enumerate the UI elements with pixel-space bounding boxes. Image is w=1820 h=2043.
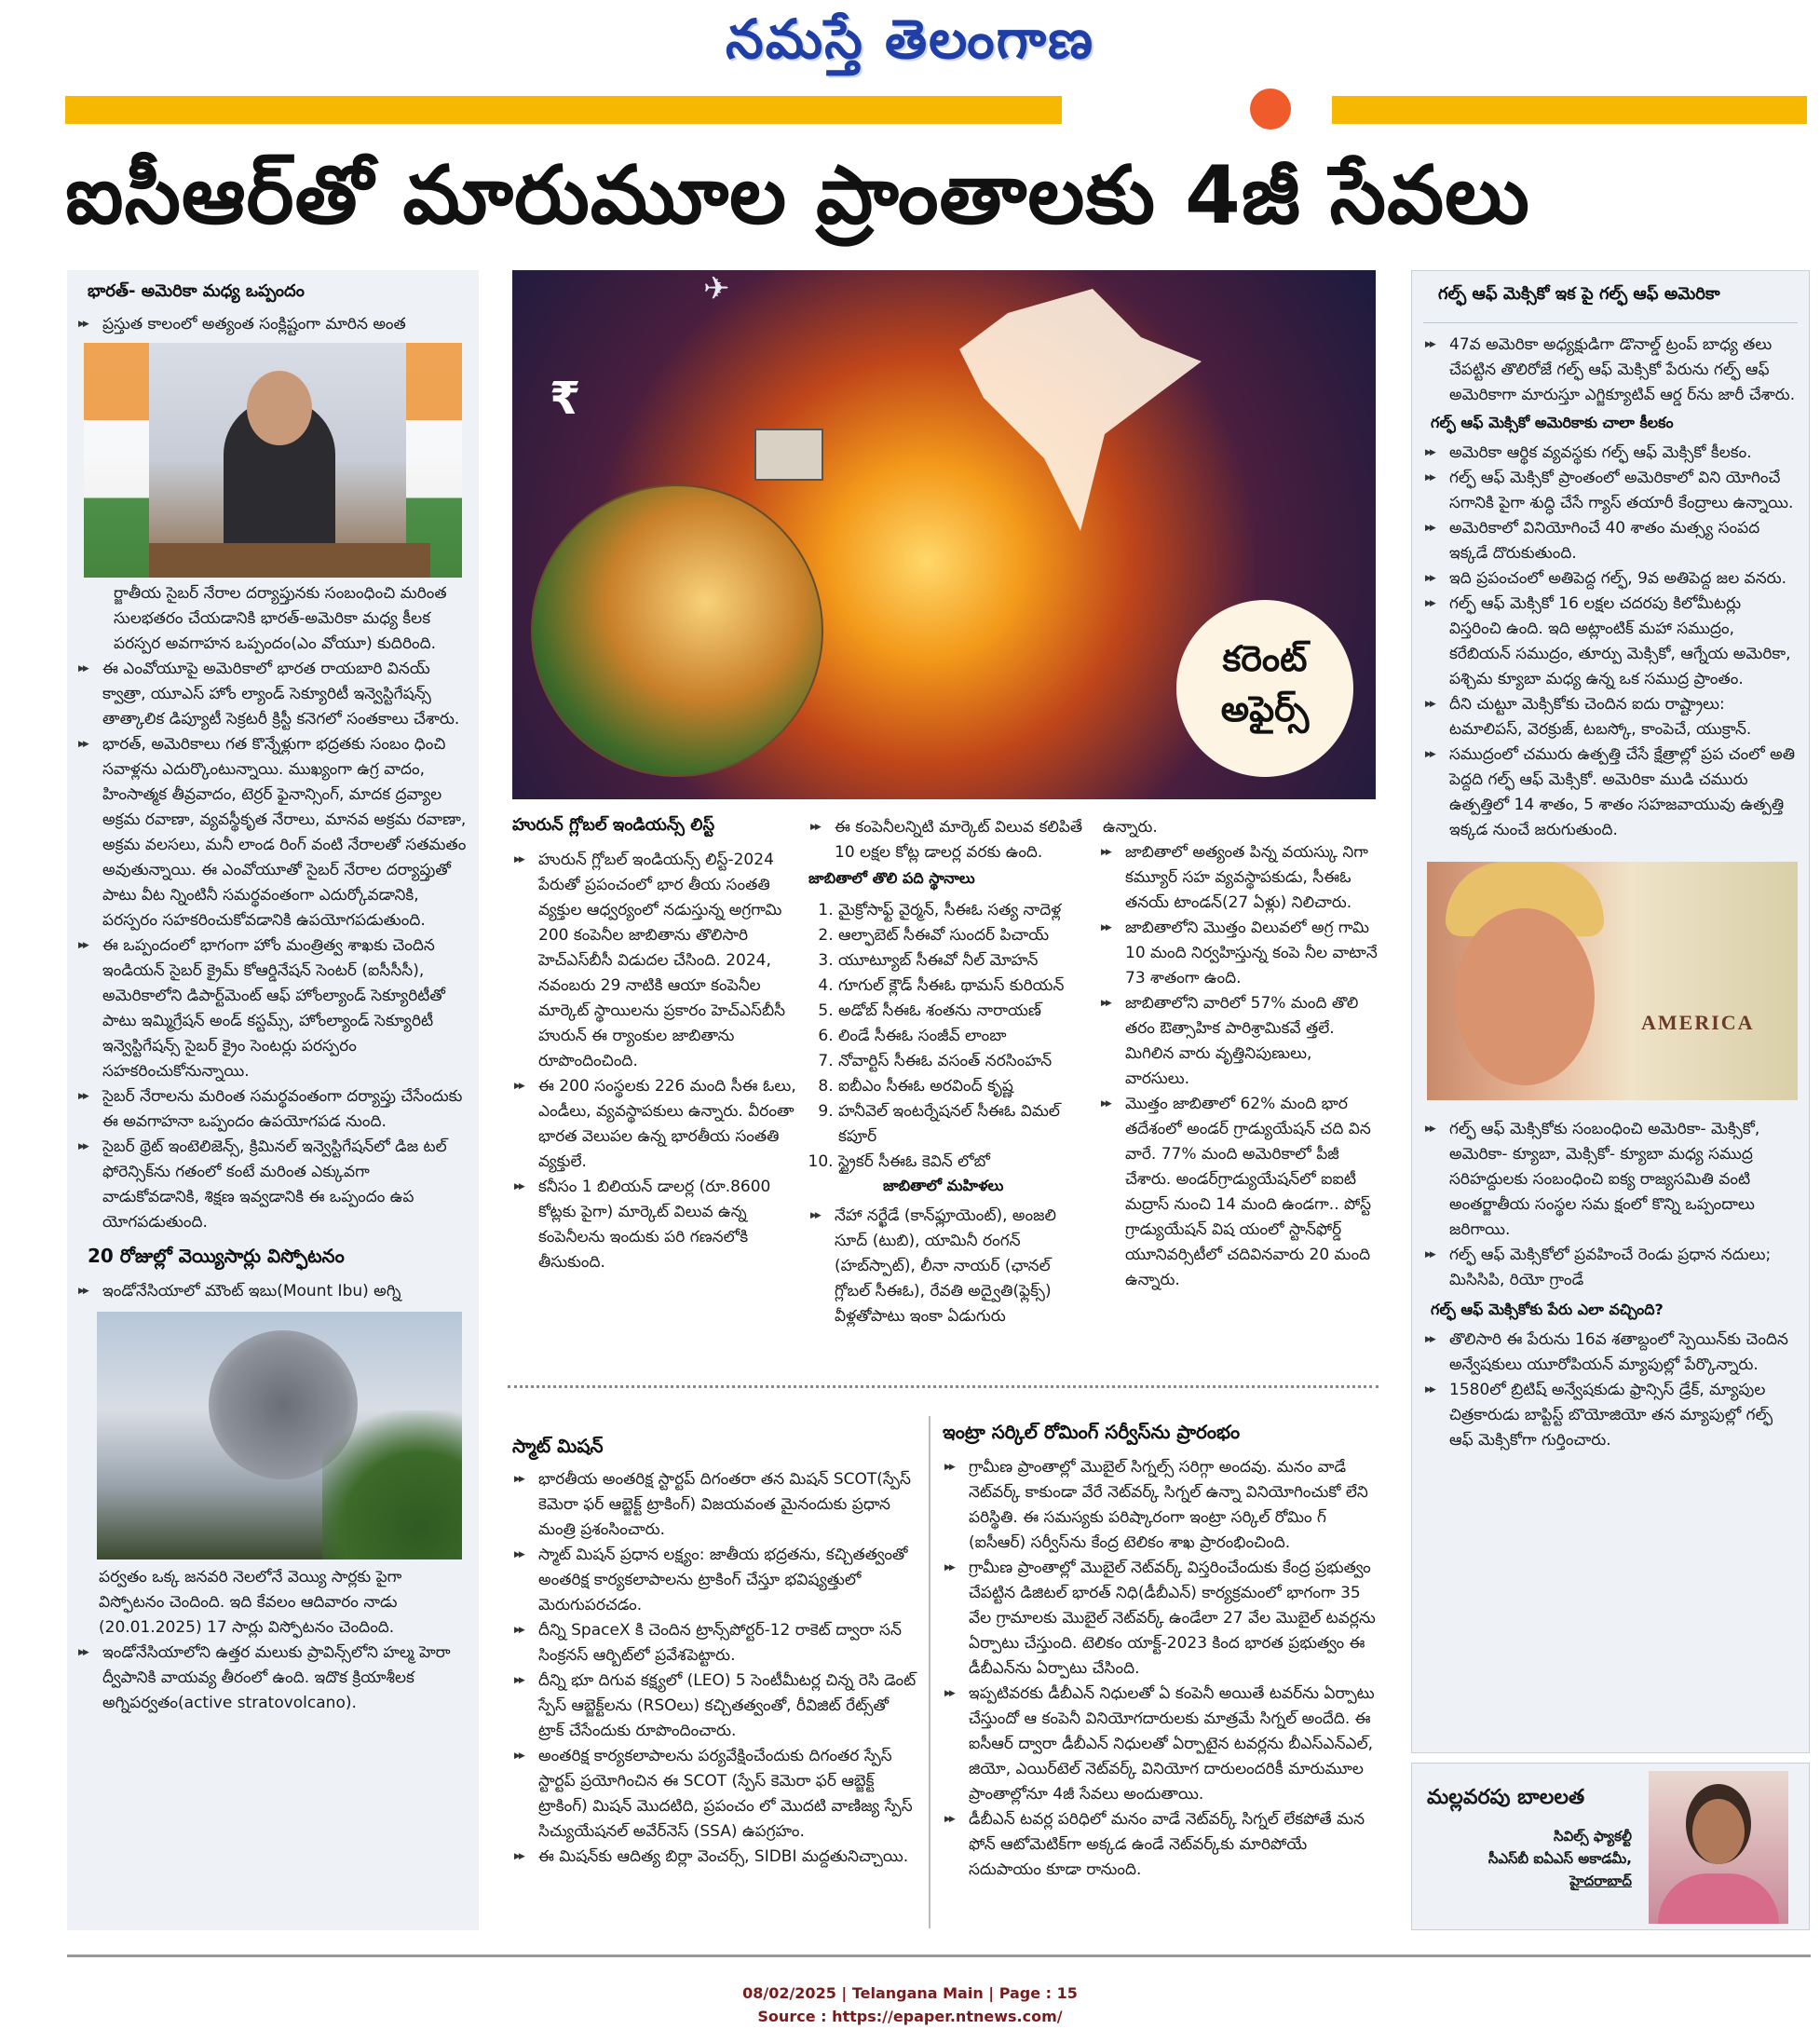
hurun-bullet-2: ▶▶ ఈ 200 సంస్థలకు 226 మంది సీఈ ఓలు, ఎండీలు, వ్యవస్థాపకులు ఉన్నారు. వీరంతా భారత వెలుపల ఉన్న భారతీయ సంతతి వ్యక్తులే. bbox=[512, 1074, 801, 1175]
author-shoulders bbox=[1658, 1873, 1779, 1924]
author-face bbox=[1692, 1799, 1745, 1864]
badge-line1: కరెంట్ bbox=[1222, 638, 1308, 679]
icr-title: ఇంట్రా సర్కిల్ రోమింగ్ సర్వీస్‌ను ప్రారంభం bbox=[943, 1421, 1241, 1443]
left-bullet-5: ▶▶ సైబర్ థ్రెట్ ఇంటెలిజెన్స్, క్రిమినల్ ఇన్వెస్టిగేషన్‌లో డిజ టల్ ఫోరెన్సిక్‌ను గతంలో కంటే మరింత ఎక్కువగా వాడుకోవడానికి, శిక్షణ ఇవ్వడానికి ఈ ఒప్పందం ఉప యోగపడుతుంది. bbox=[76, 1135, 469, 1235]
calculator-icon bbox=[754, 429, 823, 481]
hurun-right-lead: ఉన్నారు. bbox=[1103, 818, 1158, 837]
gulf-bullet-12: ▶▶ 1580లో బ్రిటిష్ అన్వేషకుడు ఫ్రాన్సిస్ డ్రేక్, మ్యాపుల చిత్రకారుడు బాప్టిస్ట్ బొయోజియో తన మ్యాపుల్లో గల్ఫ్ ఆఫ్ మెక్సికోగా గుర్తించారు. bbox=[1423, 1378, 1798, 1453]
author-city: హైదరాబాద్ bbox=[1569, 1873, 1632, 1889]
left-intro: ▶▶ ప్రస్తుత కాలంలో అత్యంత సంక్లిష్టంగా మారిన అంత bbox=[76, 312, 469, 337]
left-column-title: భారత్- అమెరికా మధ్య ఒప్పందం bbox=[88, 281, 305, 301]
left-bullet-1: ▶▶ ఈ ఎంవోయూపై అమెరికాలో భారత రాయబారి వినయ్ క్వాత్రా, యూఎస్ హోం ల్యాండ్ సెక్యూరిటీ ఇన్వెస్టిగేషన్స్ తాత్కాలిక డిప్యూటీ సెక్రటరీ క్రిస్టీ కనెగలో సంతకాలు చేశారు. bbox=[76, 657, 469, 732]
gulf-sub2: గల్ఫ్ ఆఫ్ మెక్సికోకు పేరు ఎలా వచ్చింది? bbox=[1431, 1301, 1664, 1318]
rupee-icon: ₹ bbox=[550, 373, 581, 425]
icr-bullet-2: ▶▶ గ్రామీణ ప్రాంతాల్లో మొబైల్ నెట్‌వర్క్ విస్తరించేందుకు కేంద్ర ప్రభుత్వం చేపట్టిన డిజిటల్ భారత్ నిధి(డీబీఎన్) కార్యక్రమంలో భాగంగా 35 వేల గ్రామాలకు మొబైల్ నెట్‌వర్క్ ఉండేలా 27 వేల మొబైల్ టవర్లను ఏర్పాటు చేస్తుంది. టెలికం యాక్ట్-2023 కింద భారత ప్రభుత్వం ఈ డీబీఎన్‌ను ఏర్పాటు చేసింది. bbox=[943, 1556, 1380, 1682]
smart-bullet-4: ▶▶ దీన్ని భూ దిగువ కక్ష్యలో (LEO) 5 సెంటీమీటర్ల చిన్న రెసి డెంట్ స్పేస్ ఆబ్జెక్ట్‌లను (RSOలు) కచ్చితత్వంతో, రీవిజిట్ రేట్స్‌తో ట్రాక్ చేసేందుకు రూపొందించారు. bbox=[512, 1668, 917, 1744]
hurun-bullet-3: ▶▶ కనీసం 1 బిలియన్ డాలర్ల (రూ.8600 కోట్లకు పైగా) మార్కెట్ విలువ ఉన్న కంపెనీలను ఇందుకు పరి గణనలోకి తీసుకుంది. bbox=[512, 1175, 801, 1275]
badge-line2: అఫైర్స్ bbox=[1220, 688, 1310, 729]
page-headline: ఐసీఆర్‌తో మారుమూల ప్రాంతాలకు 4జీ సేవలు bbox=[65, 149, 1530, 242]
smart-bullet-5: ▶▶ అంతరిక్ష కార్యకలాపాలను పర్యవేక్షించేందుకు దిగంతర స్పేస్ స్టార్టప్ ప్రయోగించిన ఈ SCOT (స్పేస్ కెమెరా ఫర్ ఆబ్జెక్ట్ ట్రాకింగ్) మిషన్ మొదటిది, ప్రపంచం లో మొదటి వాణిజ్య స్పేస్ సిచ్యుయేషనల్ అవేర్‌నెస్ (SSA) ఉపగ్రహం. bbox=[512, 1744, 917, 1845]
top-ten-list bbox=[808, 898, 1088, 1175]
hurun-bullet-1: ▶▶ హురున్ గ్లోబల్ ఇండియన్స్ లిస్ట్-2024 పేరుతో ప్రపంచంలో భార తీయ సంతతి వ్యక్తుల ఆధ్వర్యంలో నడుస్తున్న అగ్రగామి 200 కంపెనీల జాబితాను తొలిసారి హెచ్‌ఎస్‌బీసీ విడుదల చేసింది. 2024, నవంబరు 29 నాటికి ఆయా కంపెనీల మార్కెట్ స్థాయిలను ప్రకారం హెచ్‌ఎస్‌బీసీ హురున్ ఈ ర్యాంకుల జాబితాను రూపొందించింది. bbox=[512, 848, 801, 1074]
smart-mission-title: స్మాట్ మిషన్ bbox=[512, 1435, 604, 1457]
top-ten-item: 5. అడోబ్ సీఈఓ శంతను నారాయణ్ bbox=[838, 999, 1088, 1024]
women-title: జాబితాలో మహిళలు bbox=[883, 1177, 1004, 1194]
gulf-bullet-8: ▶▶ సముద్రంలో చమురు ఉత్పత్తి చేసే క్షేత్రాల్లో ప్రప చంలో అతి పెద్దది గల్ఫ్ ఆఫ్ మెక్సికో. అమెరికా ముడి చమురు ఉత్పత్తిలో 14 శాతం, 5 శాతం సహజవాయువు ఉత్పత్తి ఇక్కడ నుంచే జరుగుతుంది. bbox=[1423, 742, 1798, 843]
face-shape bbox=[1455, 908, 1595, 1085]
top-ten-item: 10. స్ట్రైకర్ సీఈఓ కెవిన్ లోబో bbox=[838, 1150, 1088, 1175]
gulf-bullet-6: ▶▶ గల్ఫ్ ఆఫ్ మెక్సికో 16 లక్షల చదరపు కిలోమీటర్లు విస్తరించి ఉంది. ఇది అట్లాంటిక్ మహా సముద్రం, కరేబియన్ సముద్రం, తూర్పు మెక్సికో, ఆగ్నేయ అమెరికా, పశ్చిమ క్యూబా మధ్య ఉన్న ఒక సముద్ర ప్రాంతం. bbox=[1423, 592, 1798, 692]
gulf-bullet-1: ▶▶ 47వ అమెరికా అధ్యక్షుడిగా డొనాల్డ్ ట్రంప్ బాధ్య తలు చేపట్టిన తొలిరోజే గల్ఫ్ ఆఫ్ మెక్సికో పేరును గల్ఫ్ ఆఫ్ అమెరికాగా మారుస్తూ ఎగ్జిక్యూటివ్ ఆర్డ ర్‌ను జారీ చేశారు. bbox=[1423, 333, 1798, 408]
icr-bullet-3: ▶▶ ఇప్పటివరకు డీబీఎన్ నిధులతో ఏ కంపెనీ అయితే టవర్‌ను ఏర్పాటు చేస్తుందో ఆ కంపెనీ వినియోగదారులకు మాత్రమే సిగ్నల్ అందేది. ఈ ఐసీఆర్ ద్వారా డీబీఎన్ నిధులతో ఏర్పాటైన టవర్లను బీఎస్‌ఎన్‌ఎల్, జియో, ఎయిర్‌టెల్ నెట్‌వర్క్ వినియోగ దారులందరికీ మారుమూల ప్రాంతాల్లోనూ 4జీ సేవలు అందుతాయి. bbox=[943, 1682, 1380, 1807]
flag-left bbox=[84, 343, 149, 578]
speaker-head bbox=[247, 371, 312, 445]
left-para1: ర్జాతీయ సైబర్ నేరాల దర్యాప్తునకు సంబంధించి మరింత సులభతరం చేయడానికి భారత్-అమెరికా మధ్య కీలక పరస్పర అవగాహన ఒప్పందం(ఎం వోయూ) కుదిరింది. bbox=[114, 584, 447, 653]
top-ten-item: 1. మైక్రోసాఫ్ట్ వైర్మన్, సీఈఓ సత్య నాదెళ్ల bbox=[838, 898, 1088, 923]
header-accent-bar bbox=[65, 96, 1807, 124]
gulf-title-rule bbox=[1423, 322, 1798, 323]
author-box bbox=[1411, 1763, 1810, 1930]
women-bullet: ▶▶ నేహా నర్ఖేడే (కాన్‌ఫ్లూయెంట్), అంజలి సూద్ (టుబి), యామినీ రంగన్ (హబ్‌స్పాట్), లీనా నాయర్ (ఛానల్ గ్లోబల్ సీఈఓ), రేవతి అద్వైతి(ఫ్లెక్స్) వీళ్లతోపాటు ఇంకా ఏడుగురు bbox=[808, 1204, 1088, 1329]
author-org: సీఎస్‌బీ ఐఏఎస్ అకాడమీ, bbox=[1487, 1850, 1632, 1867]
gulf-bullet-3: ▶▶ గల్ఫ్ ఆఫ్ మెక్సికో ప్రాంతంలో అమెరికాలో విని యోగించే సగానికి పైగా శుద్ధి చేసే గ్యాస్ తయారీ కేంద్రాలు ఉన్నాయి. bbox=[1423, 466, 1798, 516]
volcano-para: పర్వతం ఒక్క జనవరి నెలలోనే వెయ్యి సార్లకు పైగా విస్ఫోటనం చెందింది. ఇది కేవలం ఆదివారం నాడు (20.01.2025) 17 సార్లు విస్ఫోటనం చెందింది. bbox=[99, 1568, 402, 1637]
top-ten-title: జాబితాలో తొలి పది స్థానాలు bbox=[808, 869, 975, 887]
smart-bullet-6: ▶▶ ఈ మిషన్‌కు ఆదిత్య బిర్లా వెంచర్స్, SIDBI మద్దతునిచ్చాయి. bbox=[512, 1845, 917, 1870]
volcano-title: 20 రోజుల్లో వెయ్యిసార్లు విస్ఫోటనం bbox=[88, 1245, 345, 1267]
column-rule bbox=[929, 1416, 930, 1928]
current-affairs-badge bbox=[1176, 600, 1353, 777]
gulf-bullet-7: ▶▶ దీని చుట్టూ మెక్సికోకు చెందిన ఐదు రాష్ట్రాలు: టమాలిపస్, వెరక్రుజ్, టబస్కో, కాంపెచే, యుక్రాన్. bbox=[1423, 692, 1798, 742]
left-bullet-3: ▶▶ ఈ ఒప్పందంలో భాగంగా హోం మంత్రిత్వ శాఖకు చెందిన ఇండియన్ సైబర్ క్రైమ్ కోఆర్డినేషన్ సెంటర్ (ఐసీసీసీ), అమెరికాలోని డిపార్ట్‌మెంట్ ఆఫ్ హోంల్యాండ్ సెక్యూరిటీతో పాటు ఇమ్మిగ్రేషన్ అండ్ కస్టమ్స్, హోంల్యాండ్ సెక్యూరిటీ ఇన్వెస్టిగేషన్స్ సైబర్ క్రైం సెంటర్లు పరస్పరం సహకరించుకోనున్నాయి. bbox=[76, 933, 469, 1084]
palm-leaves bbox=[322, 1410, 462, 1559]
india-map-icon bbox=[959, 289, 1202, 531]
hurun-right-bullet-2: ▶▶ జాబితాలోని మొత్తం విలువలో అగ్ర గామి 10 మంది నిర్వహిస్తున్న కంపె నీల వాటానే 73 శాతంగా ఉంది. bbox=[1099, 916, 1379, 991]
plane-icon: ✈ bbox=[703, 270, 730, 307]
diplomat-photo bbox=[84, 343, 462, 578]
hurun-right-bullet-1: ▶▶ జాబితాలో అత్యంత పిన్న వయస్కు నిగా కమ్యూర్ సహ వ్యవస్థాపకుడు, సీఈఓ తనయ్ టాండన్(27 ఏళ్లు) నిలిచారు. bbox=[1099, 840, 1379, 916]
gulf-bullet-4: ▶▶ అమెరికాలో వినియోగించే 40 శాతం మత్స్య సంపద ఇక్కడే దొరుకుతుంది. bbox=[1423, 516, 1798, 566]
hurun-right-section bbox=[1099, 815, 1379, 1355]
gulf-bullet-9: ▶▶ గల్ఫ్ ఆఫ్ మెక్సికోకు సంబంధించి అమెరికా- మెక్సికో, అమెరికా- క్యూబా, మెక్సికో- క్యూబా మధ్య సముద్ర సరిహద్దులకు సంబంధించి ఐక్య రాజ్యసమితి వంటి అంతర్జాతీయ సంస్థల సమ క్షంలో కొన్ని ఒప్పందాలు జరిగాయి. bbox=[1423, 1117, 1798, 1243]
page-bottom-rule bbox=[67, 1954, 1811, 1957]
top-ten-item: 7. నోవార్టిస్ సీఈఓ వసంత్ నరసింహన్ bbox=[838, 1049, 1088, 1074]
right-column bbox=[1411, 270, 1810, 1753]
volcano-bullet: ▶▶ ఇండోనేసియాలోని ఉత్తర మలుకు ప్రావిన్స్‌లోని హల్మ హెరా ద్వీపానికి వాయవ్య తీరంలో ఉంది. ఇదొక క్రియాశీలక అగ్నిపర్వతం(active stratovolcano). bbox=[76, 1641, 469, 1716]
globe-icon bbox=[531, 484, 823, 777]
top-ten-item: 6. లిండే సీఈఓ సంజీవ్ లాంబా bbox=[838, 1024, 1088, 1049]
author-details bbox=[1427, 1825, 1632, 1892]
smart-bullet-1: ▶▶ భారతీయ అంతరిక్ష స్టార్టప్ దిగంతరా తన మిషన్ SCOT(స్పేస్ కెమెరా ఫర్ ఆబ్జెక్ట్ ట్రాకింగ్) విజయవంత మైనందుకు ప్రధాన మంత్రి ప్రశంసించారు. bbox=[512, 1467, 917, 1543]
smart-mission-section bbox=[512, 1435, 917, 1928]
smart-bullet-3: ▶▶ దీన్ని SpaceX కి చెందిన ట్రాన్స్‌పోర్టర్-12 రాకెట్ ద్వారా సన్ సింక్రనస్ ఆర్బిట్‌లో ప్రవేశపెట్టారు. bbox=[512, 1618, 917, 1668]
hurun-right-bullet-3: ▶▶ జాబితాలోని వారిలో 57% మంది తొలి తరం ఔత్సాహిక పారిశ్రామికవే త్తలే. మిగిలిన వారు వృత్తినిపుణులు, వారసులు. bbox=[1099, 991, 1379, 1092]
top-ten-item: 4. గూగుల్ క్లౌడ్ సీఈఓ థామస్ కురియన్ bbox=[838, 974, 1088, 999]
desk bbox=[149, 543, 430, 578]
icr-bullet-1: ▶▶ గ్రామీణ ప్రాంతాల్లో మొబైల్ సిగ్నల్స్ సరిగ్గా అందవు. మనం వాడే నెట్‌వర్క్ కాకుండా వేరే నెట్‌వర్క్ సిగ్నల్ ఉన్నా వినియోగించుకో లేని పరిస్థితి. ఈ సమస్యకు పరిష్కారంగా ఇంట్రా సర్కిల్ రోమిం గ్ (ఐసీఆర్) సర్వీస్‌ను కేంద్ర టెలికం శాఖ ప్రారంభించింది. bbox=[943, 1455, 1380, 1556]
accent-dot bbox=[1250, 89, 1291, 129]
section-divider bbox=[508, 1385, 1379, 1388]
icr-bullet-4: ▶▶ డీబీఎన్ టవర్ల పరిధిలో మనం వాడే నెట్‌వర్క్ సిగ్నల్ లేకపోతే మన ఫోన్ ఆటోమెటిక్‌గా అక్కడ ఉండే నెట్‌వర్క్‌కు మారిపోయే సదుపాయం కూడా రానుంది. bbox=[943, 1807, 1380, 1883]
top-ten-bullet: ▶▶ ఈ కంపెనీలన్నిటి మార్కెట్ విలువ కలిపితే 10 లక్షల కోట్ల డాలర్ల వరకు ఉంది. bbox=[808, 815, 1088, 865]
gulf-bullet-11: ▶▶ తొలిసారి ఈ పేరును 16వ శతాబ్దంలో స్పెయిన్‌కు చెందిన అన్వేషకులు యూరోపియన్ మ్యాపుల్లో పేర్కొన్నారు. bbox=[1423, 1328, 1798, 1378]
footer-source: Source : https://epaper.ntnews.com/ bbox=[757, 2008, 1063, 2025]
current-affairs-hero-image bbox=[512, 270, 1376, 799]
left-bullet-4: ▶▶ సైబర్ నేరాలను మరింత సమర్థవంతంగా దర్యాప్తు చేసేందుకు ఈ అవగాహనా ఒప్పందం ఉపయోగపడ నుంది. bbox=[76, 1084, 469, 1135]
gulf-bullet-5: ▶▶ ఇది ప్రపంచంలో అతిపెద్ద గల్ఫ్, 9వ అతిపెద్ద జల వనరు. bbox=[1423, 566, 1798, 592]
left-bullet-2: ▶▶ భారత్, అమెరికాలు గత కొన్నేళ్లుగా భద్రతకు సంబం ధించి సవాళ్లను ఎదుర్కొంటున్నాయి. ముఖ్యంగా ఉగ్ర వాదం, హింసాత్మక తీవ్రవాదం, టెర్రర్ ఫైనాన్సింగ్, మాదక ద్రవ్యాల అక్రమ రవాణా, వ్యవస్థీకృత నేరాలు, మానవ అక్రమ రవాణా, అక్రమ వలసలు, మనీ లాండ రింగ్ వంటి నేరాలతో సతమతం అవుతున్నాయి. ఈ ఎంవోయూతో సైబర్ నేరాల దర్యాప్తుతో పాటు వీట న్నింటినీ సమర్థవంతంగా ఎదుర్కోవడానికి, పరస్పరం సహకరించుకోవడానికి ఉపయోగపడుతుంది. bbox=[76, 732, 469, 933]
map-label: AMERICA bbox=[1641, 1011, 1755, 1034]
author-role: సివిల్స్ ఫ్యాకల్టీ bbox=[1553, 1828, 1632, 1845]
trump-map-photo bbox=[1427, 862, 1798, 1100]
author-photo bbox=[1649, 1771, 1788, 1924]
gulf-bullet-2: ▶▶ అమెరికా ఆర్థిక వ్యవస్థకు గల్ఫ్ ఆఫ్ మెక్సికో కీలకం. bbox=[1423, 441, 1798, 466]
volcano-intro: ▶▶ ఇండోనేసియాలో మౌంట్ ఇబు(Mount Ibu) అగ్ని bbox=[76, 1279, 469, 1304]
smart-bullet-2: ▶▶ స్మాట్ మిషన్ ప్రధాన లక్ష్యం: జాతీయ భద్రతను, కచ్చితత్వంతో అంతరిక్ష కార్యకలాపాలను ట్రాకింగ్ చేస్తూ భవిష్యత్తులో మెరుగుపరచడం. bbox=[512, 1543, 917, 1618]
top-ten-item: 2. ఆల్ఫాబెట్ సీఈవో సుందర్ పిచాయ్ bbox=[838, 923, 1088, 948]
hurun-title: హురున్ గ్లోబల్ ఇండియన్స్ లిస్ట్ bbox=[512, 815, 715, 835]
author-name: మల్లవరపు బాలలత bbox=[1427, 1786, 1585, 1809]
masthead bbox=[0, 0, 1820, 89]
volcano-photo bbox=[97, 1312, 462, 1559]
accent-bar-gap bbox=[1062, 96, 1332, 124]
newspaper-logo: నమస్తే తెలంగాణ bbox=[726, 7, 1094, 71]
top-ten-item: 8. ఐబీఎం సీఈఓ అరవింద్ కృష్ణ bbox=[838, 1074, 1088, 1099]
footer-dateline: 08/02/2025 | Telangana Main | Page : 15 bbox=[742, 1984, 1078, 2002]
left-column bbox=[67, 270, 479, 1930]
gulf-title: గల్ఫ్ ఆఫ్ మెక్సికో ఇక పై గల్ఫ్ ఆఫ్ అమెరికా bbox=[1438, 284, 1720, 304]
top-ten-section bbox=[808, 815, 1088, 1355]
top-ten-item: 9. హనీవెల్ ఇంటర్నేషనల్ సీఈఓ విమల్ కపూర్ bbox=[838, 1099, 1088, 1150]
icr-section bbox=[943, 1421, 1380, 1928]
top-ten-item: 3. యూట్యూబ్ సీఈవో నీల్ మోహన్ bbox=[838, 948, 1088, 974]
gulf-bullet-10: ▶▶ గల్ఫ్ ఆఫ్ మెక్సికోలో ప్రవహించే రెండు ప్రధాన నదులు; మిసిసిపి, రియో గ్రాండే bbox=[1423, 1243, 1798, 1293]
hurun-right-bullet-4: ▶▶ మొత్తం జాబితాలో 62% మంది భార తదేశంలో అండర్ గ్రాడ్యుయేషన్ చది విన వారే. 77% మంది అమెరికాలో పీజీ చేశారు. అండర్‌గ్రాడ్యుయేషన్‌లో ఐఐటీ మద్రాస్ నుంచి 14 మంది ఉండగా.. పోస్ట్ గ్రాడ్యుయేషన్ విష యంలో స్టాన్‌ఫోర్డ్ యూనివర్సిటీలో చదివినవారు 20 మంది ఉన్నారు. bbox=[1099, 1092, 1379, 1293]
gulf-sub1: గల్ఫ్ ఆఫ్ మెక్సికో అమెరికాకు చాలా కీలకం bbox=[1431, 414, 1674, 431]
hurun-section bbox=[512, 815, 801, 1355]
